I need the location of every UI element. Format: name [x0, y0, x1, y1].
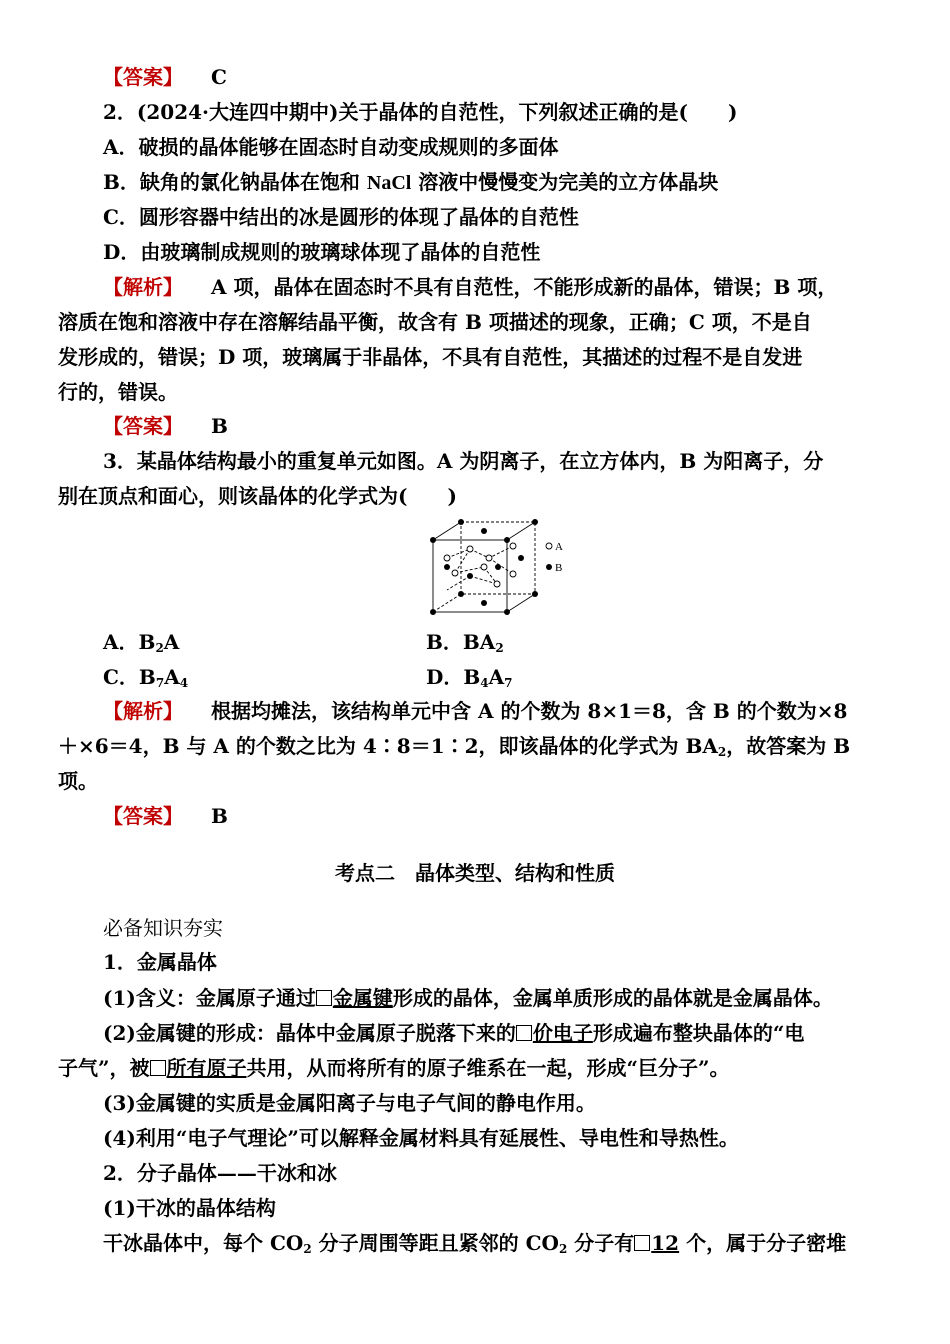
q2-analysis-line-1: 【解析】 A 项，晶体在固态时不具有自范性，不能形成新的晶体，错误；B 项， [103, 275, 838, 299]
q3-answer-line [103, 799, 900, 834]
analysis-tag: 【解析】 [103, 699, 183, 723]
q3-analysis-line-2: ＋×6＝4，B 与 A 的个数之比为 4∶8＝1∶2，即该晶体的化学式为 $BA_2$，故答案为 B [58, 734, 851, 759]
q3-option-d: D．$B_4A_7$ [426, 665, 513, 690]
q2-stem: 2．(2024·大连四中期中)关于晶体的自范性，下列叙述正确的是( ) [103, 100, 738, 124]
para-dry-ice: 干冰晶体中，每个 $CO_2$ 分子周围等距且紧邻的 $CO_2$ 分子有 12 个，属于分子密堆 [103, 1231, 847, 1256]
q1-answer-line [103, 60, 900, 95]
q2-analysis-line-4: 行的，错误。 [58, 380, 178, 404]
q3-option-b: B．$BA_2$ [426, 630, 504, 655]
answer-value: B [211, 414, 228, 438]
para-formation-line-2: 子气”，被 所有原子共用，从而将所有的原子维系在一起，形成“巨分子”。 [58, 1056, 730, 1080]
analysis-tag: 【解析】 [103, 275, 183, 299]
q2-source: (2024·大连四中期中) [136, 100, 339, 124]
section-subtitle: 必备知识夯实 [103, 916, 223, 940]
blank-box-icon [150, 1060, 166, 1076]
para-formation-line-1: (2)金属键的形成：晶体中金属原子脱落下来的 价电子形成遍布整块晶体的“电 [103, 1021, 805, 1045]
legend-a-marker [546, 543, 552, 549]
para-definition: (1)含义：金属原子通过 金属键形成的晶体，金属单质形成的晶体就是金属晶体。 [103, 986, 833, 1010]
para-essence: (3)金属键的实质是金属阳离子与电子气间的静电作用。 [103, 1091, 596, 1115]
q3-options-row-1 [103, 625, 900, 660]
q3-stem-line-2: 别在顶点和面心，则该晶体的化学式为( ) [58, 484, 457, 508]
heading-dry-ice: (1)干冰的晶体结构 [103, 1196, 276, 1220]
answer-tag: 【答案】 [103, 65, 183, 89]
fill-answer: 金属键 [332, 986, 393, 1010]
heading-molecular-crystal: 2．分子晶体——干冰和冰 [103, 1161, 337, 1185]
blank-box-icon [516, 1025, 532, 1041]
q2-analysis-line-3: 发形成的，错误；D 项，玻璃属于非晶体，不具有自范性，其描述的过程不是自发进 [58, 345, 803, 369]
para-electron-gas: (4)利用“电子气理论”可以解释金属材料具有延展性、导电性和导热性。 [103, 1126, 739, 1150]
q3-option-c: C．$B_7A_4$ [103, 665, 189, 690]
q2-option-a: A．破损的晶体能够在固态时自动变成规则的多面体 [103, 135, 559, 159]
q2-answer-line [103, 409, 900, 444]
q3-stem-line-1: 3．某晶体结构最小的重复单元如图。A 为阴离子，在立方体内，B 为阳离子，分 [103, 449, 824, 473]
q3-options-row-2 [103, 660, 900, 695]
blank-box-icon [316, 990, 332, 1006]
legend-b-marker [546, 564, 552, 570]
q2-option-b: B．缺角的氯化钠晶体在饱和 NaCl 溶液中慢慢变为完美的立方体晶块 [103, 170, 719, 194]
answer-value: C [211, 65, 227, 89]
heading-metal-crystal: 1．金属晶体 [103, 950, 217, 974]
q2-option-c: C．圆形容器中结出的冰是圆形的体现了晶体的自范性 [103, 205, 579, 229]
legend-b-label: B [555, 562, 563, 574]
legend-a-label: A [555, 541, 563, 553]
fill-answer: 所有原子 [166, 1056, 247, 1080]
blank-box-icon [634, 1235, 650, 1251]
q3-analysis-line-1: 【解析】 根据均摊法，该结构单元中含 A 的个数为 8×1＝8，含 B 的个数为×8 [103, 699, 848, 723]
crystal-unit-cell-figure [425, 518, 575, 618]
q2-analysis-line-2: 溶质在饱和溶液中存在溶解结晶平衡，故含有 B 项描述的现象，正确；C 项，不是自 [58, 310, 812, 334]
section-title: 考点二 晶体类型、结构和性质 [335, 861, 615, 885]
q2-option-d: D．由玻璃制成规则的玻璃球体现了晶体的自范性 [103, 240, 541, 264]
answer-value: B [211, 804, 228, 828]
q3-option-a: A．$B_2A$ [103, 630, 180, 655]
fill-answer: 12 [651, 1231, 680, 1255]
fill-answer: 价电子 [532, 1021, 593, 1045]
answer-tag: 【答案】 [103, 804, 183, 828]
answer-tag: 【答案】 [103, 414, 183, 438]
q3-analysis-line-3: 项。 [58, 769, 98, 793]
